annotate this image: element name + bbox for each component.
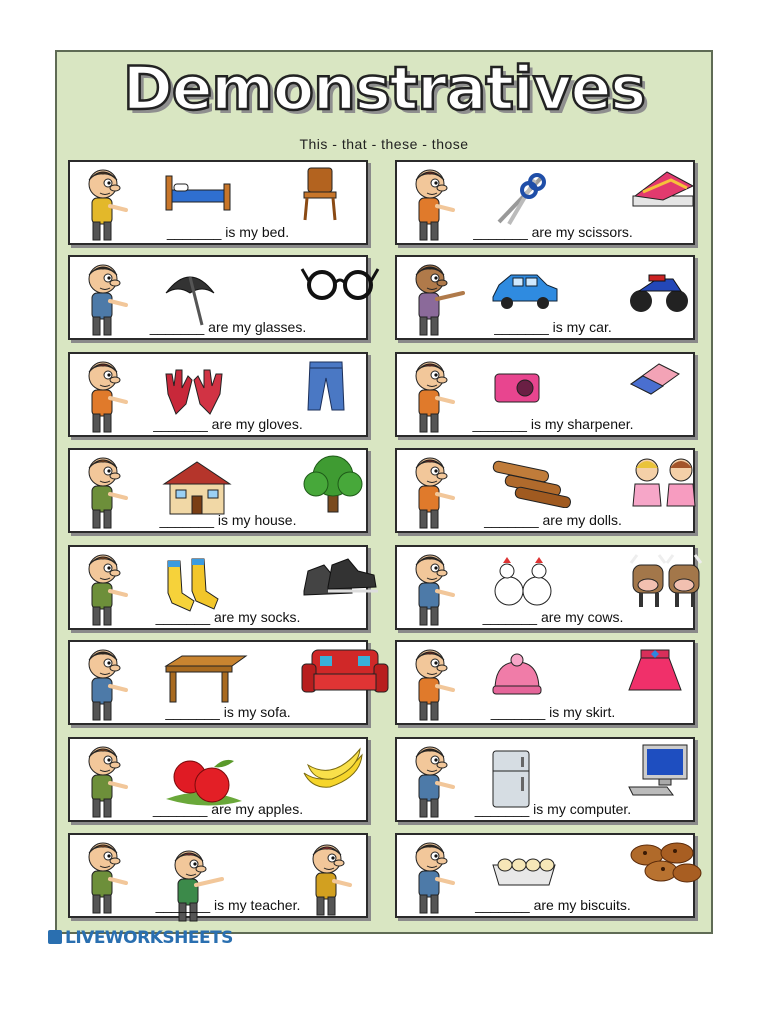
sneakers-icon bbox=[300, 551, 380, 603]
card-sentence[interactable]: _______ are my scissors. bbox=[473, 224, 633, 240]
chickens-icon bbox=[489, 557, 557, 613]
exercise-card bbox=[395, 833, 695, 918]
house-icon bbox=[162, 460, 232, 516]
card-sentence[interactable]: _______ is my computer. bbox=[474, 801, 632, 817]
card-sentence[interactable]: _______ are my cows. bbox=[482, 609, 624, 625]
liveworksheets-logo[interactable] bbox=[48, 928, 233, 948]
table-icon bbox=[162, 652, 248, 704]
card-sentence[interactable]: _______ is my car. bbox=[494, 319, 612, 335]
exercise-card bbox=[68, 737, 368, 822]
exercise-card bbox=[395, 545, 695, 630]
bed-icon bbox=[162, 172, 234, 212]
gloves-icon bbox=[162, 364, 224, 420]
socks-icon bbox=[162, 557, 222, 617]
computer-icon bbox=[627, 743, 691, 799]
logo-text: LIVEWORKSHEETS bbox=[65, 928, 233, 948]
exercise-card bbox=[395, 737, 695, 822]
card-sentence[interactable]: _______ are my biscuits. bbox=[475, 897, 631, 913]
eraser-icon bbox=[627, 358, 683, 398]
exercise-card bbox=[395, 640, 695, 725]
sofa-icon bbox=[300, 646, 390, 698]
card-sentence[interactable]: _______ are my dolls. bbox=[484, 512, 622, 528]
bananas-icon bbox=[300, 743, 366, 793]
scissors-icon bbox=[489, 172, 549, 228]
books-icon bbox=[627, 166, 699, 212]
skirt-icon bbox=[627, 646, 683, 694]
dolls-icon bbox=[627, 454, 701, 518]
exercise-card bbox=[68, 448, 368, 533]
worksheet-title: Demonstratives bbox=[122, 54, 646, 124]
jeans-icon bbox=[300, 358, 352, 414]
chair-icon bbox=[300, 166, 340, 222]
card-sentence[interactable]: _______ is my house. bbox=[159, 512, 297, 528]
glasses-icon bbox=[300, 261, 380, 301]
card-sentence[interactable]: _______ are my glasses. bbox=[149, 319, 307, 335]
exercise-card bbox=[395, 160, 695, 245]
car-icon bbox=[489, 267, 561, 311]
exercise-card bbox=[395, 352, 695, 437]
exercise-card bbox=[68, 545, 368, 630]
exercise-card bbox=[395, 448, 695, 533]
card-sentence[interactable]: _______ are my socks. bbox=[155, 609, 301, 625]
skateboards-icon bbox=[489, 460, 577, 508]
sharpener-icon bbox=[489, 364, 545, 408]
exercise-card bbox=[395, 255, 695, 340]
biscuits-icon bbox=[627, 839, 703, 887]
card-sentence[interactable]: _______ is my skirt. bbox=[490, 704, 616, 720]
exercise-card bbox=[68, 255, 368, 340]
card-sentence[interactable]: _______ are my apples. bbox=[152, 801, 304, 817]
exercise-card bbox=[68, 640, 368, 725]
cows-icon bbox=[627, 551, 707, 611]
card-sentence[interactable]: _______ is my bed. bbox=[166, 224, 290, 240]
exercise-card bbox=[68, 160, 368, 245]
eggs-icon bbox=[489, 845, 559, 889]
worksheet-subtitle: This - that - these - those bbox=[299, 136, 469, 152]
card-sentence[interactable]: _______ is my sharpener. bbox=[472, 416, 634, 432]
exercise-card bbox=[68, 833, 368, 918]
motorbike-icon bbox=[627, 261, 691, 315]
logo-icon bbox=[48, 930, 62, 944]
fridge-icon bbox=[489, 749, 533, 809]
card-sentence[interactable]: _______ is my sofa. bbox=[165, 704, 291, 720]
hat-icon bbox=[489, 652, 545, 698]
teacher-icon bbox=[162, 845, 224, 925]
card-sentence[interactable]: _______ are my gloves. bbox=[153, 416, 303, 432]
exercise-card bbox=[68, 352, 368, 437]
tree-icon bbox=[300, 454, 366, 514]
card-sentence[interactable]: _______ is my teacher. bbox=[155, 897, 301, 913]
